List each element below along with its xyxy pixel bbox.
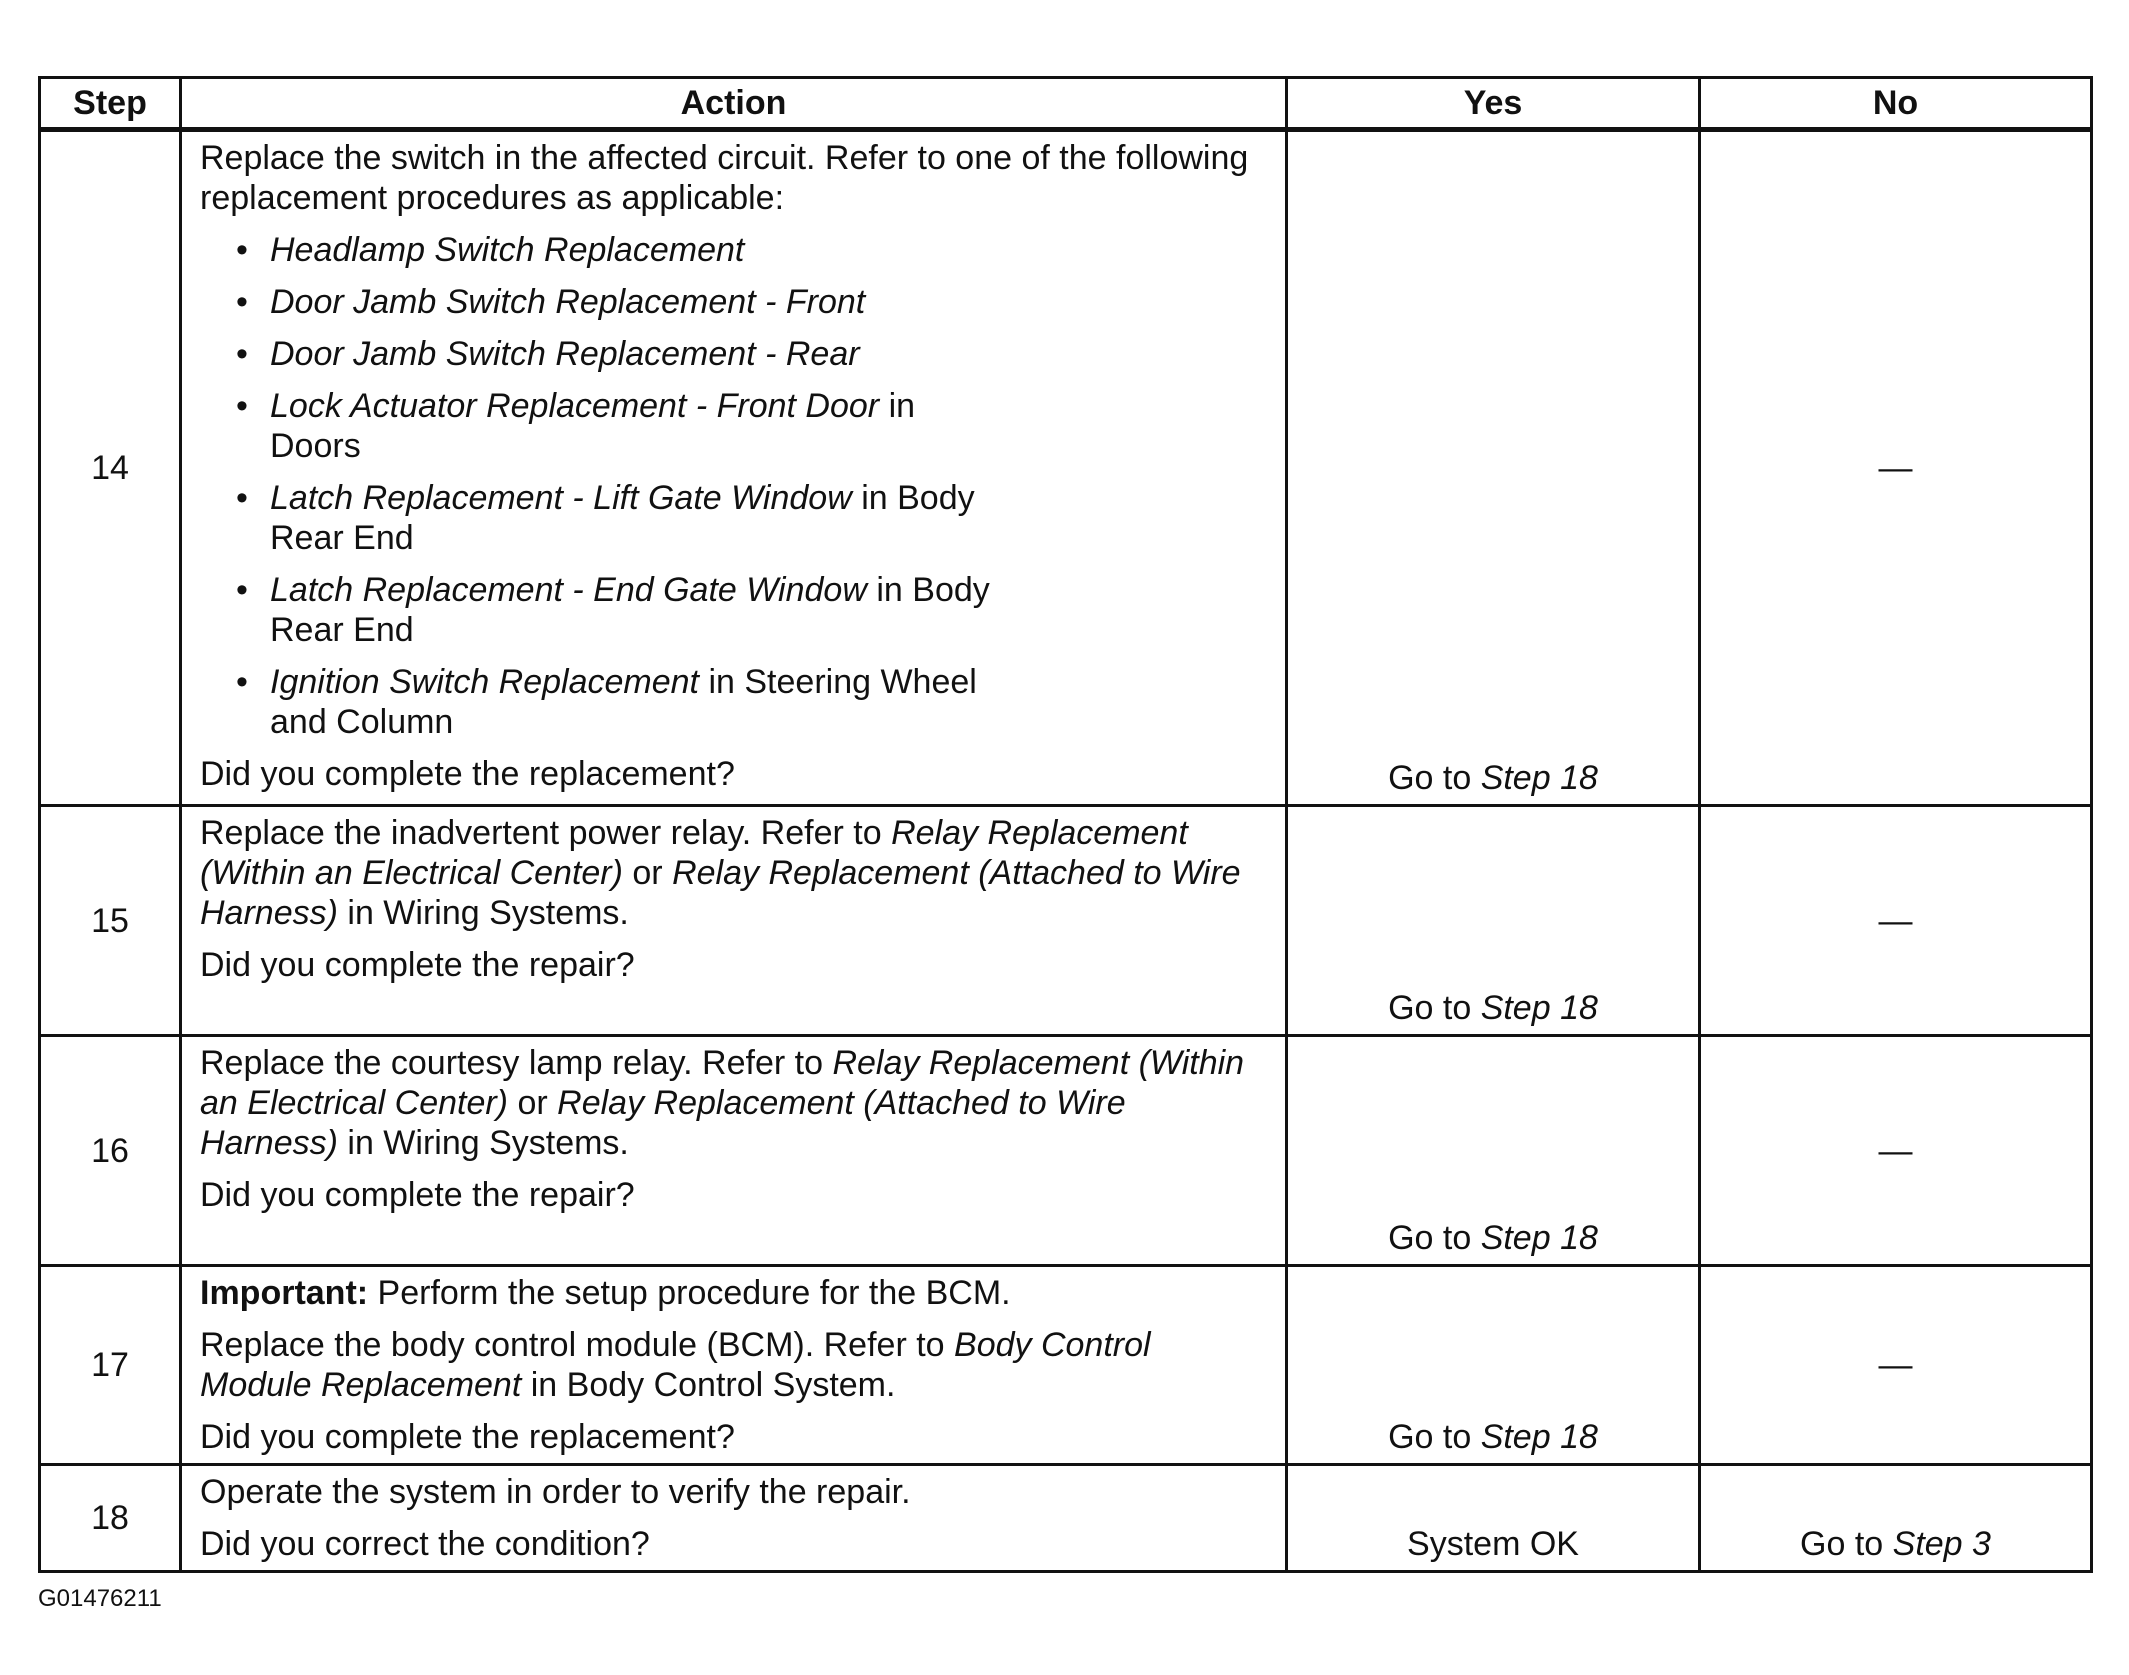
list-item xyxy=(200,570,990,650)
action-text-part: Replace the courtesy lamp relay. Refer to xyxy=(200,1044,833,1082)
yes-step-reference: Step 18 xyxy=(1480,1418,1598,1456)
action-text: Replace the switch in the affected circuit. Refer to one of the following replacement procedures as applicable: xyxy=(200,139,1249,217)
header-yes: Yes xyxy=(1287,78,1700,130)
important-note xyxy=(200,1273,1269,1313)
figure-id: G01476211 xyxy=(38,1585,162,1612)
action-cell xyxy=(181,806,1287,1036)
procedure-location: in Body Rear End xyxy=(270,571,990,649)
procedure-reference: Latch Replacement - End Gate Window xyxy=(270,571,867,609)
table-row-step-17 xyxy=(40,1266,2092,1465)
step-number: 18 xyxy=(40,1465,181,1572)
action-text xyxy=(200,1043,1269,1163)
yes-step-reference: Step 18 xyxy=(1480,1219,1598,1257)
action-cell xyxy=(181,1266,1287,1465)
action-text-part: or xyxy=(508,1084,558,1122)
important-text: Perform the setup procedure for the BCM. xyxy=(368,1274,1011,1312)
action-question: Did you complete the replacement? xyxy=(200,755,735,793)
list-item xyxy=(200,334,990,374)
yes-prefix: Go to xyxy=(1388,1219,1481,1257)
header-row xyxy=(40,78,2092,130)
no-cell: — xyxy=(1700,1036,2092,1266)
no-cell: — xyxy=(1700,806,2092,1036)
table-row-step-18 xyxy=(40,1465,2092,1572)
table-row-step-14 xyxy=(40,130,2092,806)
yes-step-reference: Step 18 xyxy=(1480,989,1598,1027)
procedure-reference: Door Jamb Switch Replacement - Front xyxy=(270,283,866,321)
list-item xyxy=(200,282,990,322)
step-number: 16 xyxy=(40,1036,181,1266)
action-question: Did you complete the replacement? xyxy=(200,1418,735,1456)
action-text-part: in Wiring Systems. xyxy=(337,894,629,932)
procedure-location: in Steering Wheel and Column xyxy=(270,663,977,741)
action-question: Did you correct the condition? xyxy=(200,1525,650,1563)
action-cell xyxy=(181,130,1287,806)
no-prefix: Go to xyxy=(1800,1525,1893,1563)
header-step: Step xyxy=(40,78,181,130)
table-row-step-15 xyxy=(40,806,2092,1036)
yes-prefix: Go to xyxy=(1388,1418,1481,1456)
yes-prefix: Go to xyxy=(1388,759,1481,797)
procedure-location: in Doors xyxy=(270,387,916,465)
list-item xyxy=(200,662,990,742)
action-text-part: Replace the body control module (BCM). Refer to xyxy=(200,1326,955,1364)
no-cell: — xyxy=(1700,130,2092,806)
action-text: Operate the system in order to verify the repair. xyxy=(200,1473,911,1511)
yes-cell xyxy=(1287,1266,1700,1465)
no-step-reference: Step 3 xyxy=(1892,1525,1991,1563)
action-text-part: in Body Control System. xyxy=(521,1366,896,1404)
yes-cell xyxy=(1287,1036,1700,1266)
action-question: Did you complete the repair? xyxy=(200,1176,635,1214)
procedure-reference: Relay Replacement (Attached to Wire Harness) xyxy=(200,854,1241,932)
yes-cell xyxy=(1287,806,1700,1036)
no-cell: — xyxy=(1700,1266,2092,1465)
yes-cell xyxy=(1287,130,1700,806)
table-row-step-16 xyxy=(40,1036,2092,1266)
procedure-reference: Latch Replacement - Lift Gate Window xyxy=(270,479,852,517)
list-item xyxy=(200,386,990,466)
list-item xyxy=(200,230,990,270)
action-question: Did you complete the repair? xyxy=(200,946,635,984)
header-action: Action xyxy=(181,78,1287,130)
procedure-reference: Body Control Module Replacement xyxy=(200,1326,1151,1404)
procedure-location: in Body Rear End xyxy=(270,479,975,557)
procedure-reference: Lock Actuator Replacement - Front Door xyxy=(270,387,880,425)
action-text-part: or xyxy=(622,854,673,892)
replacement-procedure-list xyxy=(200,230,1269,742)
action-text xyxy=(200,1325,1269,1405)
yes-step-reference: Step 18 xyxy=(1480,759,1598,797)
list-item xyxy=(200,478,990,558)
action-text-part: in Wiring Systems. xyxy=(337,1124,629,1162)
procedure-reference: Relay Replacement (Within an Electrical Center) xyxy=(200,1044,1245,1122)
important-label: Important: xyxy=(200,1274,369,1312)
yes-prefix: Go to xyxy=(1388,989,1481,1027)
procedure-reference: Door Jamb Switch Replacement - Rear xyxy=(270,335,860,373)
procedure-reference: Headlamp Switch Replacement xyxy=(270,231,745,269)
diagnostic-procedure-table xyxy=(38,76,2093,1573)
action-text-part: Replace the inadvertent power relay. Refer to xyxy=(200,814,892,852)
procedure-reference: Ignition Switch Replacement xyxy=(270,663,700,701)
step-number: 15 xyxy=(40,806,181,1036)
header-no: No xyxy=(1700,78,2092,130)
procedure-reference: Relay Replacement (Within an Electrical Center) xyxy=(200,814,1188,892)
action-text xyxy=(200,813,1269,933)
procedure-reference: Relay Replacement (Attached to Wire Harness) xyxy=(200,1084,1126,1162)
no-cell xyxy=(1700,1465,2092,1572)
step-number: 14 xyxy=(40,130,181,806)
action-cell xyxy=(181,1465,1287,1572)
action-cell xyxy=(181,1036,1287,1266)
yes-cell: System OK xyxy=(1287,1465,1700,1572)
step-number: 17 xyxy=(40,1266,181,1465)
